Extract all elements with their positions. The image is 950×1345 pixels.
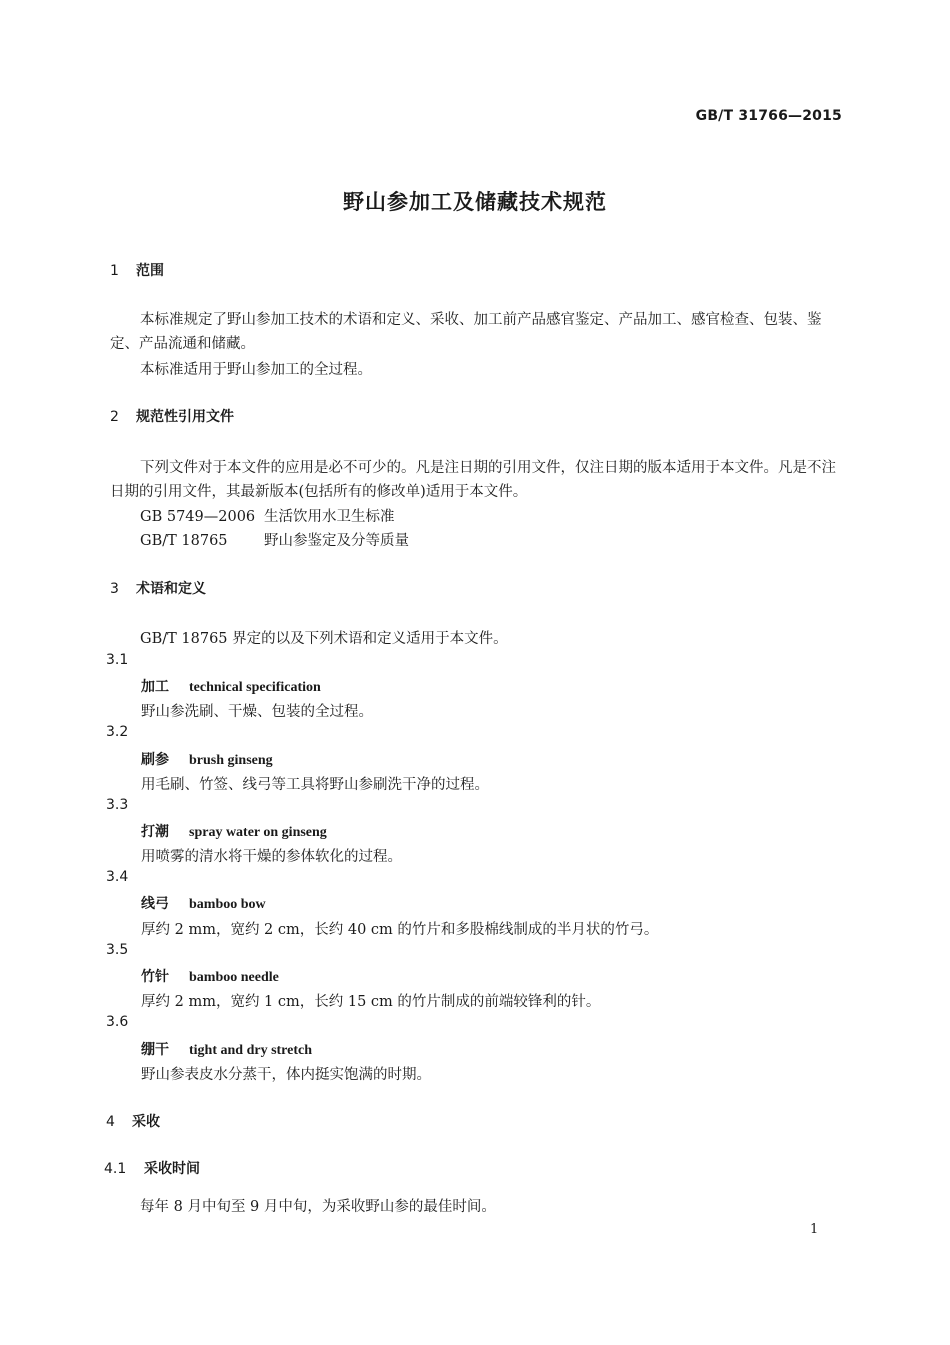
term-zh: 刷参 — [141, 752, 169, 768]
section-4-1-paragraph: 每年 8 月中旬至 9 月中旬，为采收野山参的最佳时间。 — [140, 1199, 496, 1215]
section-2-paragraph-1 — [110, 456, 842, 504]
term-number: 3.1 — [106, 652, 129, 668]
section-2-heading — [110, 406, 234, 426]
reference-name: 野山参鉴定及分等质量 — [264, 533, 409, 549]
term-title — [141, 749, 273, 769]
term-en: spray water on ginseng — [189, 825, 327, 840]
section-title: 规范性引用文件 — [136, 409, 234, 425]
section-title: 术语和定义 — [136, 581, 206, 597]
term-definition: 野山参表皮水分蒸干，体内挺实饱满的时期。 — [141, 1067, 431, 1083]
term-title — [141, 1039, 312, 1059]
paragraph-text: 本标准规定了野山参加工技术的术语和定义、采收、加工前产品感官鉴定、产品加工、感官检查、包装、鉴定、产品流通和储藏。 — [110, 312, 822, 352]
term-en: tight and dry stretch — [189, 1043, 313, 1058]
term-title — [141, 966, 279, 986]
section-title: 范围 — [136, 263, 164, 279]
term-zh: 加工 — [141, 679, 169, 695]
term-definition: 用毛刷、竹签、线弓等工具将野山参刷洗干净的过程。 — [141, 777, 489, 793]
term-title — [141, 676, 321, 696]
term-number: 3.2 — [106, 724, 129, 740]
term-zh: 绷干 — [141, 1042, 169, 1058]
reference-code: GB/T 18765 — [140, 533, 228, 549]
reference-code: GB 5749—2006 — [140, 509, 256, 525]
term-number: 3.3 — [106, 797, 129, 813]
reference-item — [140, 505, 395, 526]
section-number: 1 — [110, 263, 119, 279]
term-number: 3.5 — [106, 942, 129, 958]
term-definition: 厚约 2 mm，宽约 1 cm，长约 15 cm 的竹片制成的前端较锋利的针。 — [141, 994, 601, 1010]
section-1-paragraph-2: 本标准适用于野山参加工的全过程。 — [140, 362, 372, 378]
section-number: 3 — [110, 581, 119, 597]
term-definition: 野山参洗刷、干燥、包装的全过程。 — [141, 704, 373, 720]
section-3-heading — [110, 578, 206, 598]
term-zh: 线弓 — [141, 896, 169, 912]
section-4-1-heading — [104, 1158, 200, 1178]
document-title: 野山参加工及储藏技术规范 — [343, 190, 607, 214]
term-definition: 厚约 2 mm，宽约 2 cm，长约 40 cm 的竹片和多股棉线制成的半月状的竹弓。 — [141, 922, 659, 938]
term-en: bamboo needle — [189, 970, 279, 985]
paragraph-text: 下列文件对于本文件的应用是必不可少的。凡是注日期的引用文件，仅注日期的版本适用于本文件。凡是不注日期的引用文件，其最新版本(包括所有的修改单)适用于本文件。 — [110, 460, 836, 500]
section-number: 4 — [106, 1114, 115, 1130]
term-en: bamboo bow — [189, 897, 266, 912]
term-title — [141, 821, 327, 841]
section-4-heading — [106, 1111, 160, 1131]
term-number: 3.6 — [106, 1014, 129, 1030]
term-en: brush ginseng — [189, 753, 273, 768]
term-title — [141, 893, 266, 913]
section-number: 2 — [110, 409, 119, 425]
term-number: 3.4 — [106, 869, 129, 885]
page-number: 1 — [810, 1222, 819, 1237]
section-1-heading — [110, 260, 164, 280]
section-1-paragraph-1 — [110, 308, 842, 356]
standard-number: GB/T 31766—2015 — [695, 108, 842, 124]
term-en: technical specification — [189, 680, 321, 695]
section-title: 采收 — [132, 1114, 160, 1130]
term-zh: 竹针 — [141, 969, 169, 985]
reference-item — [140, 529, 409, 550]
section-title: 采收时间 — [144, 1161, 200, 1177]
term-zh: 打潮 — [141, 824, 169, 840]
term-definition: 用喷雾的清水将干燥的参体软化的过程。 — [141, 849, 402, 865]
section-3-paragraph-1: GB/T 18765 界定的以及下列术语和定义适用于本文件。 — [140, 631, 508, 647]
section-number: 4.1 — [104, 1161, 127, 1177]
reference-name: 生活饮用水卫生标准 — [264, 509, 395, 525]
